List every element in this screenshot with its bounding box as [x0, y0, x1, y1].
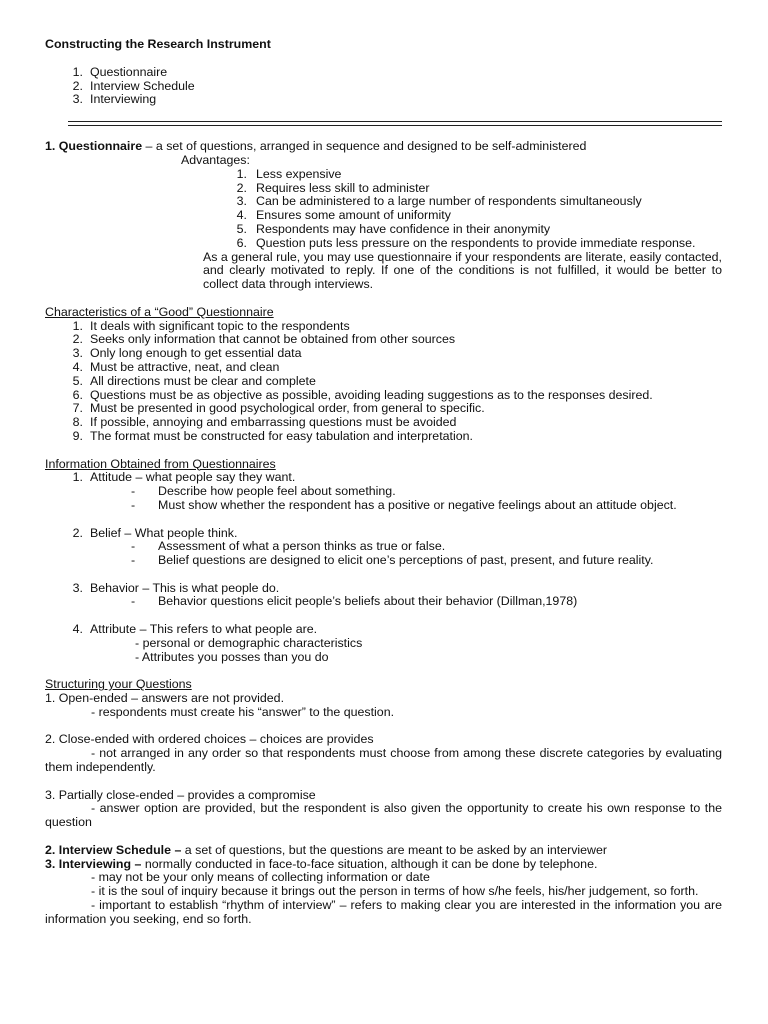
- advantage-item: [231, 182, 722, 196]
- sub-point: - Must show whether the respondent has a positive or negative feelings about an attitude object.: [131, 497, 677, 512]
- list-number: 1.: [72, 318, 83, 333]
- list-number: 7.: [72, 401, 83, 416]
- partial-close-body: - answer option are provided, but the respondent is also given the opportunity to create his own response to the question: [45, 801, 722, 830]
- advantage-text: Respondents may have confidence in their anonymity: [256, 221, 551, 236]
- list-text: Belief – What people think.: [90, 525, 238, 540]
- toc-text: Interviewing: [90, 92, 157, 107]
- sub-point: - Assessment of what a person thinks as true or false.: [131, 539, 446, 554]
- sub-point: - Belief questions are designed to elicit one’s perceptions of past, present, and future reality.: [131, 553, 654, 568]
- advantage-item: [231, 195, 722, 209]
- toc-text: Questionnaire: [90, 64, 168, 79]
- list-text: Attribute – This refers to what people are.: [90, 622, 318, 637]
- advantage-number: 3.: [236, 194, 247, 209]
- info-item-belief: [61, 527, 722, 541]
- info-item-attitude: [61, 471, 722, 485]
- list-number: 4.: [72, 622, 83, 637]
- information-heading: Information Obtained from Questionnaires: [45, 456, 276, 471]
- list-item: [61, 347, 722, 361]
- list-text: Behavior – This is what people do.: [90, 580, 280, 595]
- advantage-text: Requires less skill to administer: [256, 180, 430, 195]
- interviewing-heading: 3. Interviewing –: [45, 856, 142, 871]
- advantage-text: Can be administered to a large number of respondents simultaneously: [256, 194, 642, 209]
- interview-schedule-heading: 2. Interview Schedule –: [45, 842, 182, 857]
- table-of-contents: [61, 66, 722, 107]
- list-number: 9.: [72, 428, 83, 443]
- list-number: 8.: [72, 415, 83, 430]
- sub-point-text: - Attributes you posses than you do: [135, 649, 329, 664]
- interview-schedule-definition: [45, 844, 722, 858]
- list-text: All directions must be clear and complete: [90, 373, 316, 388]
- toc-item: [61, 93, 722, 107]
- characteristics-heading: Characteristics of a “Good” Questionnaire: [45, 304, 274, 319]
- advantage-number: 6.: [236, 235, 247, 250]
- advantage-item: [231, 223, 722, 237]
- sub-point-text: Behavior questions elicit people’s beliefs about their behavior (Dillman,1978): [158, 594, 578, 609]
- sub-point: - Describe how people feel about something.: [131, 484, 396, 499]
- characteristics-list: [61, 320, 722, 444]
- list-number: 6.: [72, 387, 83, 402]
- list-text: Seeks only information that cannot be obtained from other sources: [90, 332, 456, 347]
- information-list: [61, 471, 722, 485]
- sub-point-text: Must show whether the respondent has a positive or negative feelings about an attitude object.: [158, 497, 677, 512]
- advantage-item: [231, 168, 722, 182]
- advantages-list: [231, 168, 722, 251]
- list-text: Attitude – what people say they want.: [90, 470, 296, 485]
- list-item: [61, 320, 722, 334]
- list-number: 3.: [72, 580, 83, 595]
- advantage-number: 4.: [236, 208, 247, 223]
- advantage-text: Less expensive: [256, 166, 342, 181]
- toc-item: [61, 80, 722, 94]
- advantages-label: Advantages:: [181, 152, 250, 167]
- list-number: 3.: [72, 346, 83, 361]
- list-number: 4.: [72, 359, 83, 374]
- sub-point-text: Belief questions are designed to elicit one’s perceptions of past, present, and future reality.: [158, 553, 654, 568]
- open-ended-body: - respondents must create his “answer” to the question.: [91, 704, 395, 719]
- section-divider: [68, 121, 722, 126]
- list-text: Only long enough to get essential data: [90, 346, 302, 361]
- open-ended-title: 1. Open-ended – answers are not provided.: [45, 691, 285, 706]
- list-item: [61, 389, 722, 403]
- advantage-number: 1.: [236, 166, 247, 181]
- toc-number: 2.: [72, 78, 83, 93]
- structuring-heading: Structuring your Questions: [45, 677, 192, 692]
- list-text: It deals with significant topic to the respondents: [90, 318, 350, 333]
- info-item-attribute: [61, 623, 722, 637]
- partial-close-title: 3. Partially close-ended – provides a compromise: [45, 787, 316, 802]
- list-item: [61, 416, 722, 430]
- toc-text: Interview Schedule: [90, 78, 195, 93]
- advantage-number: 5.: [236, 221, 247, 236]
- list-text: Must be presented in good psychological order, from general to specific.: [90, 401, 485, 416]
- questionnaire-heading: 1. Questionnaire: [45, 139, 143, 154]
- list-item: [61, 375, 722, 389]
- list-number: 2.: [72, 525, 83, 540]
- list-text: The format must be constructed for easy tabulation and interpretation.: [90, 428, 473, 443]
- document-page: [45, 38, 722, 927]
- list-item: [61, 333, 722, 347]
- list-text: Questions must be as objective as possible, avoiding leading suggestions as to the responses desired.: [90, 387, 653, 402]
- sub-point-text: Describe how people feel about something.: [158, 484, 396, 499]
- toc-item: [61, 66, 722, 80]
- toc-number: 1.: [72, 64, 83, 79]
- list-item: [61, 402, 722, 416]
- advantage-item: [231, 237, 722, 251]
- interviewing-definition: [45, 858, 722, 872]
- advantage-number: 2.: [236, 180, 247, 195]
- sub-point-text: - personal or demographic characteristics: [135, 635, 363, 650]
- list-number: 2.: [72, 332, 83, 347]
- interviewing-point: - may not be your only means of collecting information or date: [91, 870, 430, 885]
- advantage-item: [231, 209, 722, 223]
- advantage-text: Ensures some amount of uniformity: [256, 208, 451, 223]
- interviewing-point: - important to establish “rhythm of interview” – refers to making clear you are interested in the information you are information you seeking, end so forth.: [45, 898, 722, 926]
- questionnaire-definition: [45, 140, 722, 154]
- list-item: [61, 361, 722, 375]
- close-ended-title: 2. Close-ended with ordered choices – choices are provides: [45, 732, 374, 747]
- close-ended-body: - not arranged in any order so that respondents must choose from among these discrete categories by evaluating them independently.: [45, 746, 722, 775]
- list-number: 1.: [72, 470, 83, 485]
- interviewing-description: normally conducted in face-to-face situation, although it can be done by telephone.: [141, 856, 598, 871]
- list-text: Must be attractive, neat, and clean: [90, 359, 280, 374]
- toc-number: 3.: [72, 92, 83, 107]
- list-number: 5.: [72, 373, 83, 388]
- general-rule-note: As a general rule, you may use questionnaire if your respondents are literate, easily contacted, and clearly motivated to reply. If one of the conditions is not fulfilled, it would be better to collect data through interviews.: [203, 249, 722, 292]
- document-title: Constructing the Research Instrument: [45, 37, 271, 51]
- advantage-text: Question puts less pressure on the respondents to provide immediate response.: [256, 235, 696, 250]
- interviewing-point: - it is the soul of inquiry because it brings out the person in terms of how s/he feels, his/her judgement, so forth.: [91, 884, 699, 899]
- sub-point-text: Assessment of what a person thinks as true or false.: [158, 539, 446, 554]
- questionnaire-description: – a set of questions, arranged in sequence and designed to be self-administered: [142, 139, 587, 154]
- list-text: If possible, annoying and embarrassing questions must be avoided: [90, 415, 457, 430]
- list-item: [61, 430, 722, 444]
- sub-point: - Behavior questions elicit people’s beliefs about their behavior (Dillman,1978): [131, 594, 578, 609]
- info-item-behavior: [61, 582, 722, 596]
- interview-schedule-description: a set of questions, but the questions are meant to be asked by an interviewer: [181, 842, 608, 857]
